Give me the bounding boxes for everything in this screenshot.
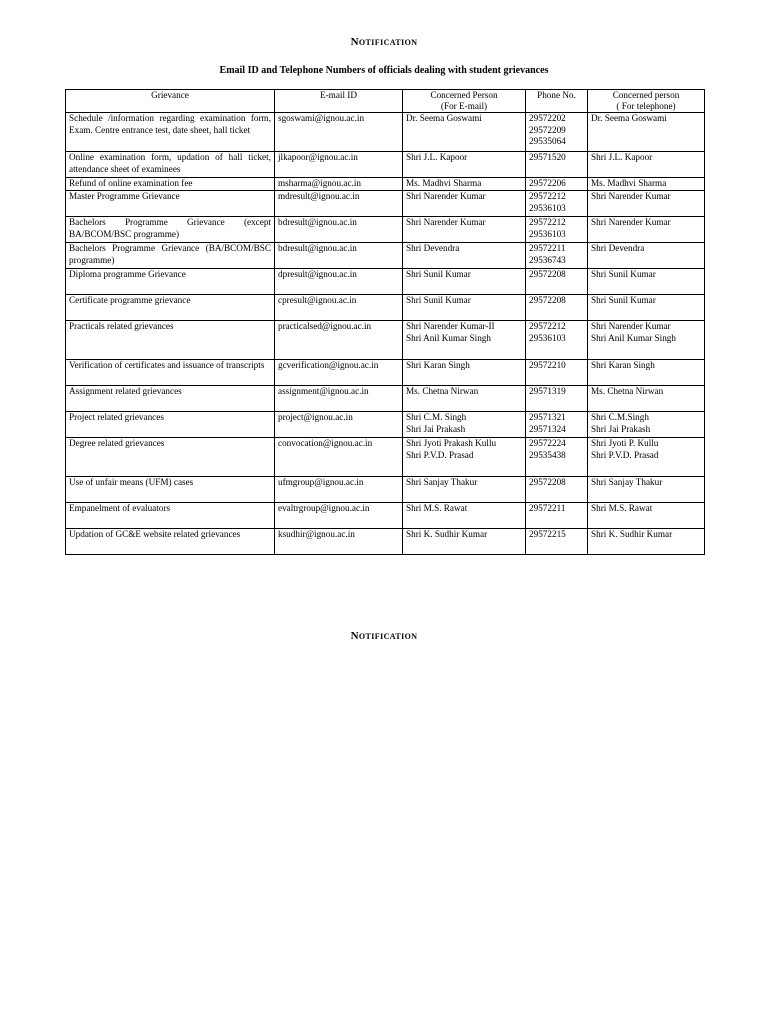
cell-phone-line: 29535064: [529, 135, 566, 146]
table-row: [66, 321, 705, 360]
cell-phone-line: 29572212: [529, 321, 566, 332]
cell-person-email-line: Shri Narender Kumar: [406, 217, 486, 228]
cell-email: project@ignou.ac.in: [275, 412, 403, 438]
cell-person-email: [403, 386, 526, 412]
table-row: [66, 503, 705, 529]
cell-email: evaltrgroup@ignou.ac.in: [275, 503, 403, 529]
cell-grievance: Bachelors Programme Grievance (BA/BCOM/BSC programme): [66, 243, 275, 269]
cell-phone: [526, 438, 588, 477]
cell-person-email: [403, 295, 526, 321]
table-row: [66, 360, 705, 386]
cell-grievance: Refund of online examination fee: [66, 178, 275, 191]
cell-grievance: Verification of certificates and issuance of transcripts: [66, 360, 275, 386]
cell-person-email: [403, 438, 526, 477]
cell-grievance: Bachelors Programme Grievance (except BA/BCOM/BSC programme): [66, 217, 275, 243]
cell-person-tel: [588, 386, 705, 412]
cell-person-tel: [588, 217, 705, 243]
cell-phone-line: 29572209: [529, 124, 566, 135]
cell-person-tel: [588, 360, 705, 386]
cell-email: sgoswami@ignou.ac.in: [275, 113, 403, 152]
cell-person-tel-line: Shri Jai Prakash: [591, 423, 651, 434]
cell-person-tel-line: Shri Narender Kumar: [591, 191, 671, 202]
cell-person-email-line: Shri C.M. Singh: [406, 412, 467, 423]
cell-grievance: Schedule /information regarding examination form, Exam. Centre entrance test, date sheet, hall ticket: [66, 113, 275, 152]
table-row: [66, 217, 705, 243]
cell-phone: [526, 243, 588, 269]
cell-person-email-line: Shri K. Sudhir Kumar: [406, 529, 488, 540]
cell-person-tel: [588, 243, 705, 269]
cell-person-email-line: Shri Karan Singh: [406, 360, 470, 371]
cell-person-email-line: Shri P.V.D. Prasad: [406, 449, 474, 460]
cell-person-tel-line: Dr. Seema Goswami: [591, 113, 667, 124]
cell-phone: [526, 191, 588, 217]
cell-person-email-line: Shri Jyoti Prakash Kullu: [406, 438, 497, 449]
cell-phone-line: 29572212: [529, 191, 566, 202]
header-person-tel-line2: ( For telephone): [616, 101, 676, 112]
cell-person-email: [403, 191, 526, 217]
cell-grievance: Online examination form, updation of hall ticket, attendance sheet of examinees: [66, 152, 275, 178]
header-grievance-label: Grievance: [151, 90, 189, 100]
cell-grievance: Diploma programme Grievance: [66, 269, 275, 295]
header-email: [275, 90, 403, 113]
cell-person-email-line: Dr. Seema Goswami: [406, 113, 482, 124]
cell-grievance: Updation of GC&E website related grievances: [66, 529, 275, 555]
cell-email: bdresult@ignou.ac.in: [275, 243, 403, 269]
cell-person-email: [403, 529, 526, 555]
cell-email: jlkapoor@ignou.ac.in: [275, 152, 403, 178]
header-person-email-line2: (For E-mail): [440, 101, 488, 112]
cell-phone-line: 29536103: [529, 332, 566, 343]
table-row: [66, 152, 705, 178]
table-row: [66, 295, 705, 321]
cell-phone: [526, 152, 588, 178]
cell-phone-line: 29572210: [529, 360, 566, 371]
cell-phone-line: 29572211: [529, 243, 566, 254]
cell-phone-line: 29572211: [529, 503, 566, 514]
cell-phone: [526, 477, 588, 503]
cell-phone: [526, 113, 588, 152]
document-subtitle: Email ID and Telephone Numbers of officials dealing with student grievances: [219, 65, 549, 76]
cell-person-email-line: Shri Narender Kumar-II: [406, 321, 495, 332]
table-row: [66, 178, 705, 191]
notification-heading: Notification: [350, 36, 418, 48]
table-row: [66, 269, 705, 295]
cell-person-email-line: Shri Sunil Kumar: [406, 295, 471, 306]
cell-person-tel: [588, 178, 705, 191]
cell-person-email-line: Shri M.S. Rawat: [406, 503, 468, 514]
cell-phone-line: 29571319: [529, 386, 566, 397]
cell-phone-line: 29536743: [529, 254, 566, 265]
cell-person-tel-line: Shri C.M.Singh: [591, 412, 649, 423]
cell-person-email-line: Ms. Madhvi Sharma: [406, 178, 482, 189]
cell-phone: [526, 269, 588, 295]
header-email-label: E-mail ID: [320, 90, 357, 100]
cell-person-tel-line: Shri Sunil Kumar: [591, 295, 656, 306]
cell-phone: [526, 529, 588, 555]
cell-person-email: [403, 217, 526, 243]
cell-person-tel: [588, 412, 705, 438]
header-phone: [526, 90, 588, 113]
cell-person-email-line: Shri Devendra: [406, 243, 460, 254]
cell-person-tel: [588, 269, 705, 295]
cell-person-tel-line: Ms. Chetna Nirwan: [591, 386, 664, 397]
cell-person-email-line: Shri Sunil Kumar: [406, 269, 471, 280]
header-person-tel-line1: Concerned person: [612, 90, 680, 100]
cell-person-email: [403, 113, 526, 152]
cell-person-email: [403, 321, 526, 360]
cell-email: msharma@ignou.ac.in: [275, 178, 403, 191]
cell-email: ufmgroup@ignou.ac.in: [275, 477, 403, 503]
cell-person-email: [403, 269, 526, 295]
cell-person-email: [403, 360, 526, 386]
cell-grievance: Practicals related grievances: [66, 321, 275, 360]
cell-grievance: Assignment related grievances: [66, 386, 275, 412]
cell-phone-line: 29535438: [529, 449, 566, 460]
cell-person-tel-line: Shri P.V.D. Prasad: [591, 449, 659, 460]
cell-person-tel-line: Shri K. Sudhir Kumar: [591, 529, 673, 540]
cell-person-tel: [588, 152, 705, 178]
cell-person-email: [403, 503, 526, 529]
cell-email: mdresult@ignou.ac.in: [275, 191, 403, 217]
cell-phone: [526, 321, 588, 360]
cell-email: practicalsed@ignou.ac.in: [275, 321, 403, 360]
header-grievance: [66, 90, 275, 113]
cell-person-tel-line: Shri M.S. Rawat: [591, 503, 653, 514]
table-row: [66, 477, 705, 503]
grievance-contacts-table: [65, 89, 705, 555]
cell-person-tel: [588, 321, 705, 360]
cell-person-tel-line: Shri Sunil Kumar: [591, 269, 656, 280]
table-row: [66, 113, 705, 152]
cell-person-email-line: Shri Narender Kumar: [406, 191, 486, 202]
cell-person-email-line: Shri J.L. Kapoor: [406, 152, 468, 163]
header-person-email-line1: Concerned Person: [430, 90, 498, 100]
cell-email: assignment@ignou.ac.in: [275, 386, 403, 412]
cell-person-tel-line: Shri Karan Singh: [591, 360, 655, 371]
table-row: [66, 412, 705, 438]
cell-phone-line: 29571324: [529, 423, 566, 434]
cell-phone-line: 29572202: [529, 113, 566, 124]
cell-email: ksudhir@ignou.ac.in: [275, 529, 403, 555]
cell-phone-line: 29572212: [529, 217, 566, 228]
cell-phone: [526, 412, 588, 438]
cell-email: bdresult@ignou.ac.in: [275, 217, 403, 243]
cell-phone: [526, 360, 588, 386]
table-header-row: [66, 90, 705, 113]
cell-person-tel-line: Shri Devendra: [591, 243, 645, 254]
cell-phone-line: 29536103: [529, 228, 566, 239]
table-row: [66, 438, 705, 477]
cell-phone-line: 29572208: [529, 295, 566, 306]
notification-heading-second: Notification: [350, 630, 418, 642]
cell-person-email: [403, 412, 526, 438]
cell-person-tel-line: Shri Narender Kumar: [591, 217, 671, 228]
cell-phone-line: 29572206: [529, 178, 566, 189]
cell-person-tel: [588, 438, 705, 477]
cell-grievance: Degree related grievances: [66, 438, 275, 477]
table-row: [66, 386, 705, 412]
cell-person-tel: [588, 529, 705, 555]
cell-person-tel: [588, 295, 705, 321]
cell-phone: [526, 295, 588, 321]
cell-person-tel-line: Shri Jyoti P. Kullu: [591, 438, 659, 449]
cell-person-tel: [588, 191, 705, 217]
cell-person-email-line: Shri Anil Kumar Singh: [406, 332, 491, 343]
cell-phone-line: 29571520: [529, 152, 566, 163]
cell-person-tel: [588, 477, 705, 503]
cell-email: dpresult@ignou.ac.in: [275, 269, 403, 295]
cell-phone-line: 29571321: [529, 412, 566, 423]
cell-person-tel-line: Ms. Madhvi Sharma: [591, 178, 667, 189]
cell-phone-line: 29572208: [529, 269, 566, 280]
cell-person-email: [403, 477, 526, 503]
cell-phone: [526, 386, 588, 412]
cell-person-email-line: Shri Jai Prakash: [406, 423, 466, 434]
cell-phone-line: 29536103: [529, 202, 566, 213]
cell-phone-line: 29572215: [529, 529, 566, 540]
cell-email: gcverification@ignou.ac.in: [275, 360, 403, 386]
cell-phone-line: 29572224: [529, 438, 566, 449]
cell-phone: [526, 178, 588, 191]
header-person-tel: [588, 90, 705, 113]
header-phone-label: Phone No.: [537, 90, 576, 100]
cell-grievance: Empanelment of evaluators: [66, 503, 275, 529]
cell-person-email: [403, 243, 526, 269]
cell-person-email: [403, 152, 526, 178]
cell-person-tel: [588, 113, 705, 152]
cell-phone: [526, 503, 588, 529]
cell-person-tel-line: Shri Narender Kumar: [591, 321, 671, 332]
table-row: [66, 529, 705, 555]
cell-person-email-line: Shri Sanjay Thakur: [406, 477, 478, 488]
cell-person-tel-line: Shri J.L. Kapoor: [591, 152, 653, 163]
table-body: [66, 113, 705, 555]
cell-phone-line: 29572208: [529, 477, 566, 488]
header-person-email: [403, 90, 526, 113]
table-row: [66, 191, 705, 217]
table-row: [66, 243, 705, 269]
cell-grievance: Project related grievances: [66, 412, 275, 438]
cell-email: cpresult@ignou.ac.in: [275, 295, 403, 321]
cell-grievance: Certificate programme grievance: [66, 295, 275, 321]
cell-person-tel-line: Shri Sanjay Thakur: [591, 477, 663, 488]
cell-person-tel-line: Shri Anil Kumar Singh: [591, 332, 676, 343]
cell-person-email-line: Ms. Chetna Nirwan: [406, 386, 479, 397]
cell-person-email: [403, 178, 526, 191]
cell-phone: [526, 217, 588, 243]
cell-grievance: Master Programme Grievance: [66, 191, 275, 217]
cell-grievance: Use of unfair means (UFM) cases: [66, 477, 275, 503]
cell-person-tel: [588, 503, 705, 529]
cell-email: convocation@ignou.ac.in: [275, 438, 403, 477]
